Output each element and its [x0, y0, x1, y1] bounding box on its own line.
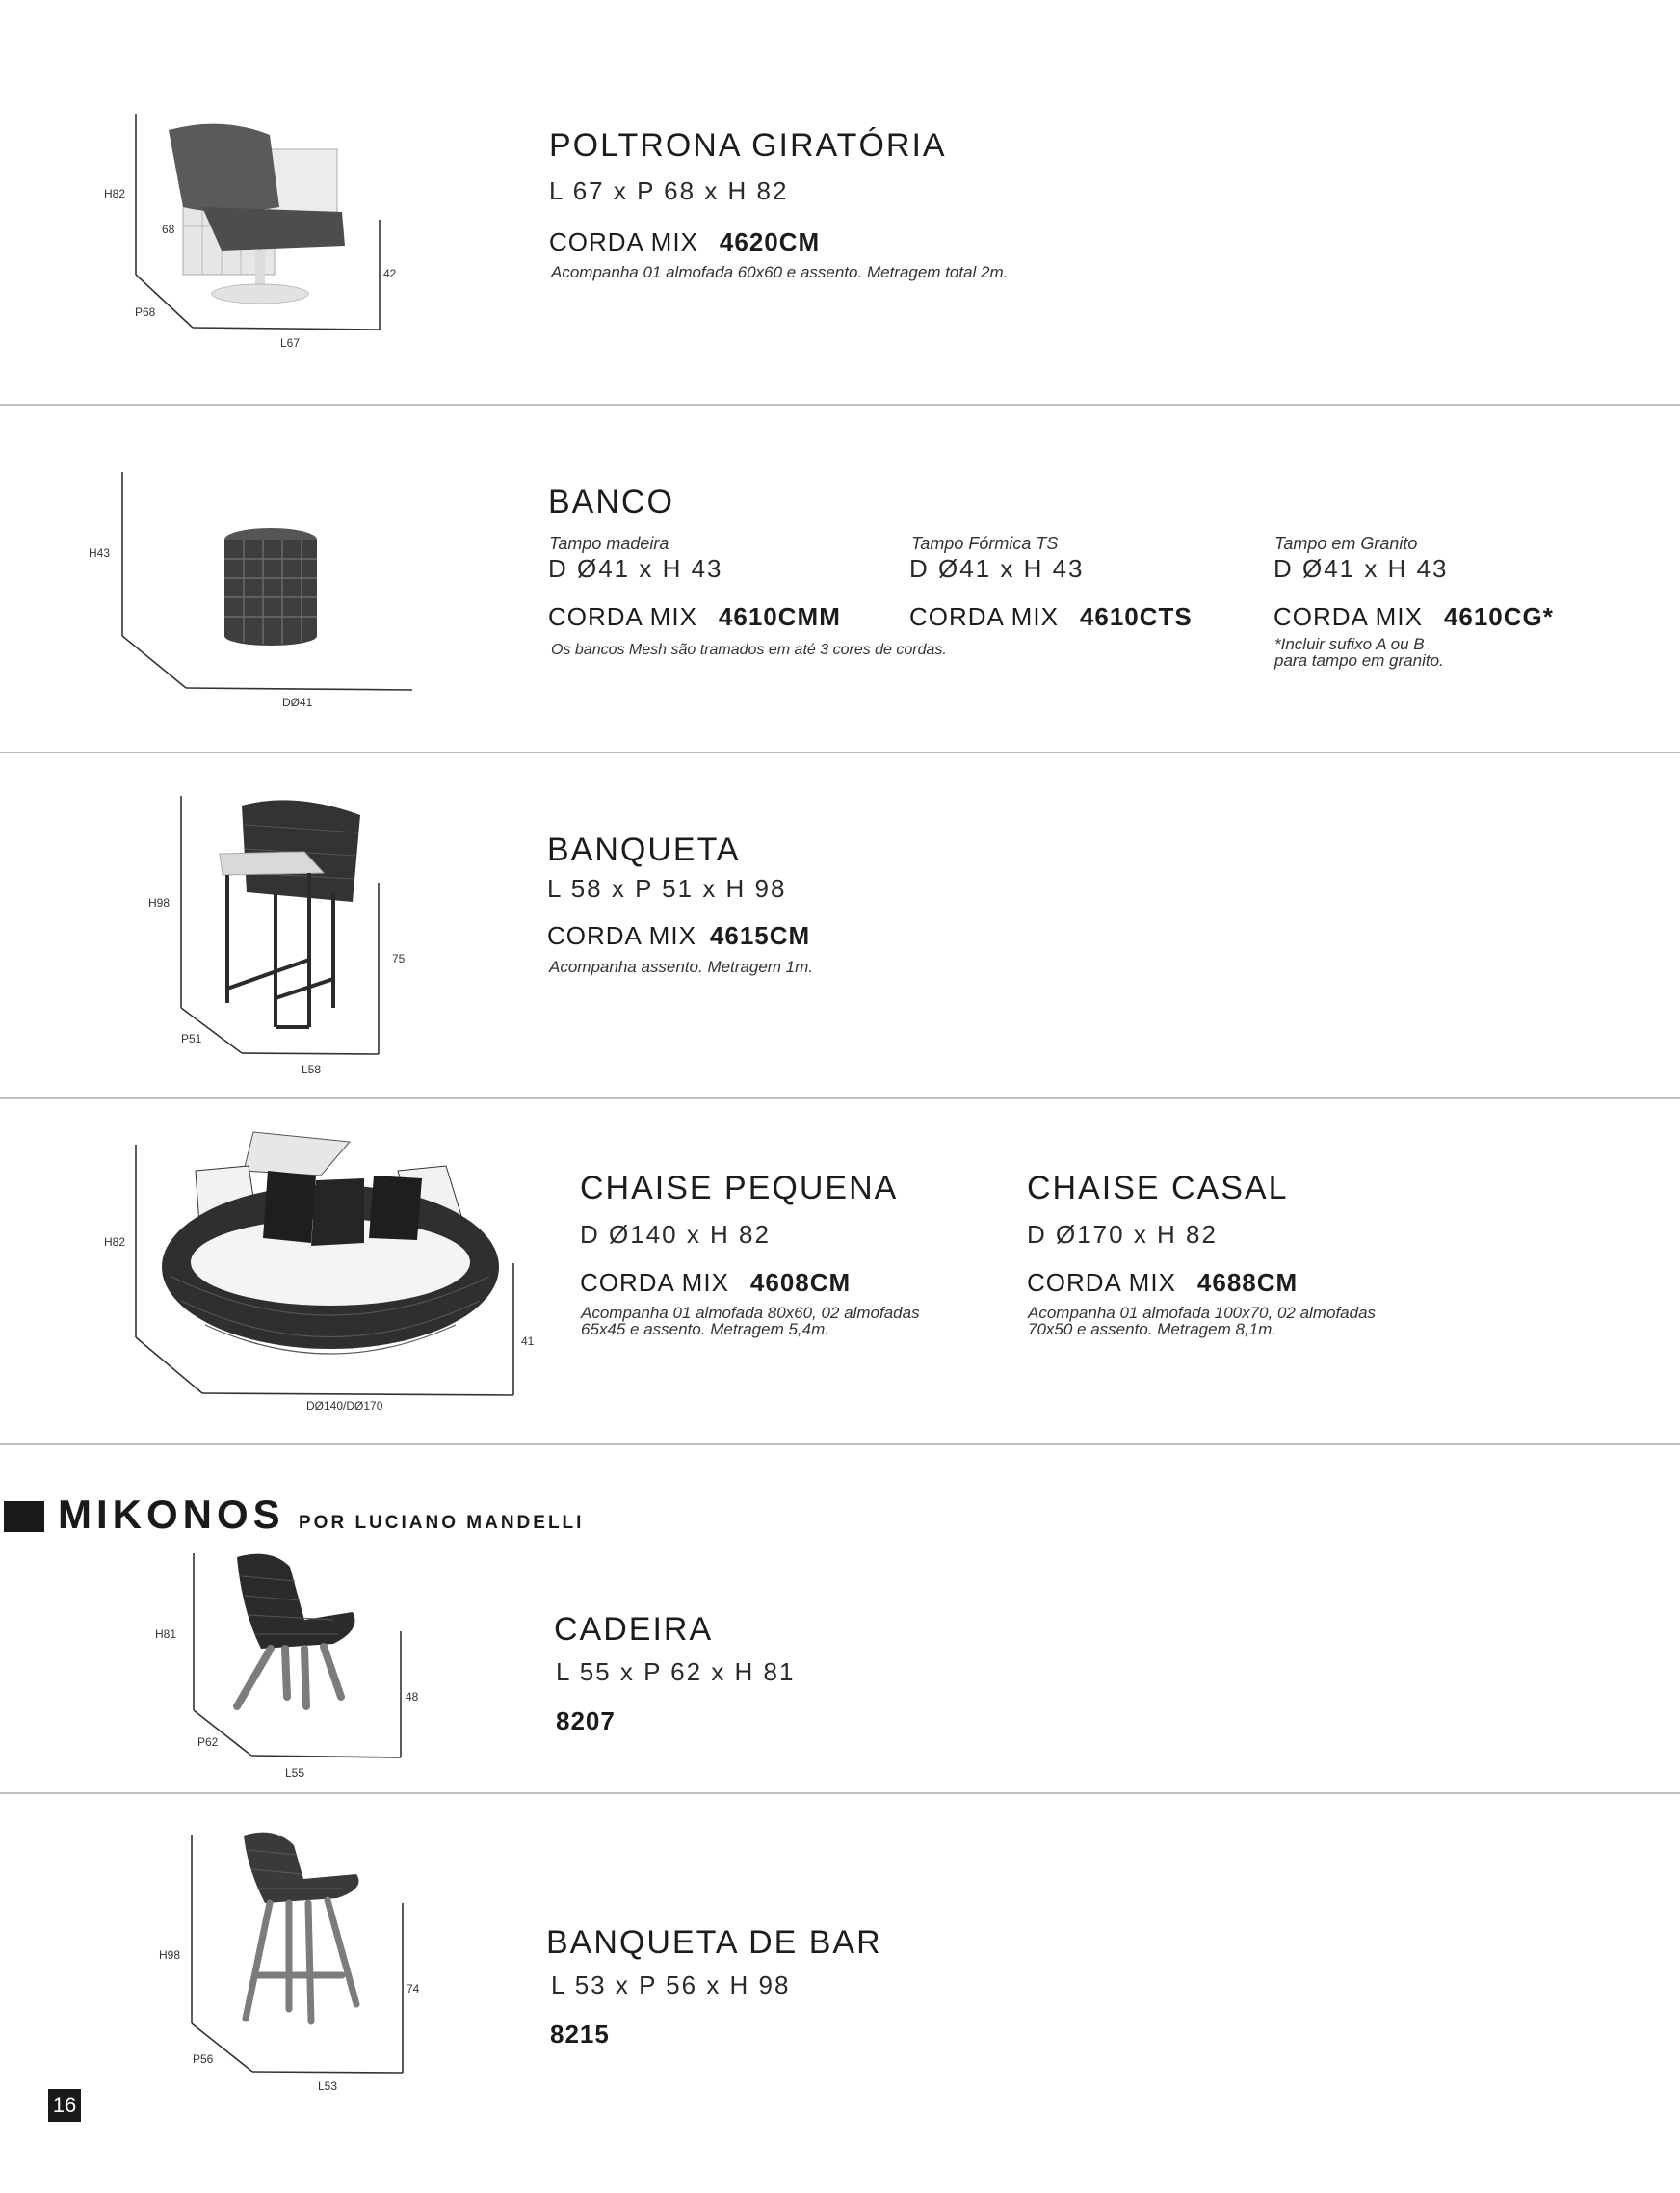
- product-code-row: [580, 1268, 851, 1298]
- dim-width-label: L58: [302, 1063, 322, 1076]
- product-code: 8215: [550, 2020, 610, 2048]
- variant-dimensions: D Ø41 x H 43: [548, 554, 723, 583]
- dim-width-label: L55: [285, 1766, 305, 1780]
- variant-code: 4610CG*: [1443, 602, 1554, 631]
- dim-height-label: H98: [148, 896, 171, 910]
- dim-height-label: H98: [159, 1948, 181, 1962]
- corda-label: CORDA MIX: [909, 602, 1059, 631]
- dim-arm-label: 42: [383, 267, 397, 280]
- product-note: Acompanha assento. Metragem 1m.: [549, 958, 814, 976]
- product-note: Acompanha 01 almofada 60x60 e assento. Metragem total 2m.: [551, 263, 1009, 281]
- product-dimensions: L 58 x P 51 x H 98: [547, 874, 787, 903]
- product-dimensions: D Ø140 x H 82: [580, 1220, 771, 1249]
- corda-label: CORDA MIX: [580, 1268, 729, 1297]
- dim-diameter-label: DØ140/DØ170: [306, 1399, 383, 1413]
- product-note-line-2: 70x50 e assento. Metragem 8,1m.: [1028, 1320, 1276, 1338]
- product-code: 4620CM: [719, 227, 821, 256]
- dim-depth-label: P68: [135, 305, 156, 319]
- product-code: 4688CM: [1196, 1268, 1299, 1297]
- product-note-line-1: Acompanha 01 almofada 100x70, 02 almofadas: [1028, 1304, 1377, 1322]
- brand-name: MIKONOS: [58, 1492, 285, 1537]
- variant-code-row: [1273, 602, 1554, 632]
- dim-seat-label: 75: [392, 952, 406, 965]
- dim-seat-label: 74: [407, 1982, 420, 1995]
- dim-width-label: L53: [318, 2079, 338, 2093]
- dim-depth-label: P62: [197, 1735, 219, 1749]
- variant-subtitle: Tampo em Granito: [1274, 534, 1418, 553]
- product-dimensions: L 67 x P 68 x H 82: [549, 176, 789, 205]
- variant-code: 4610CTS: [1079, 602, 1193, 631]
- product-title: BANQUETA: [547, 832, 741, 868]
- dim-diameter-label: DØ41: [282, 696, 313, 709]
- granito-note-line-1: *Incluir sufixo A ou B: [1274, 635, 1425, 653]
- variant-dimensions: D Ø41 x H 43: [1273, 554, 1449, 583]
- dim-height-label: H82: [104, 187, 126, 200]
- product-code: 8207: [556, 1706, 616, 1735]
- variant-code: 4610CMM: [718, 602, 841, 631]
- product-note: Os bancos Mesh são tramados em até 3 cores de cordas.: [551, 642, 947, 658]
- product-title: POLTRONA GIRATÓRIA: [549, 127, 947, 164]
- product-code: 4608CM: [749, 1268, 852, 1297]
- corda-label: CORDA MIX: [548, 602, 697, 631]
- variant-code-row: [548, 602, 841, 632]
- corda-label: CORDA MIX: [549, 227, 698, 256]
- granito-note-line-2: para tampo em granito.: [1274, 651, 1444, 670]
- product-code-row: [547, 921, 810, 951]
- corda-label: CORDA MIX: [1027, 1268, 1176, 1297]
- dim-height-label: H43: [89, 546, 111, 560]
- product-dimensions: L 53 x P 56 x H 98: [551, 1970, 791, 1999]
- product-title: BANCO: [548, 484, 674, 520]
- banqueta-bar-image: [236, 1831, 366, 2023]
- dim-depth-label: P51: [181, 1032, 202, 1045]
- dim-height-label: H82: [104, 1235, 126, 1249]
- product-title: CADEIRA: [554, 1611, 714, 1648]
- product-title: BANQUETA DE BAR: [546, 1924, 882, 1961]
- dim-height-label: H81: [155, 1627, 177, 1641]
- dim-seat-label: 41: [521, 1334, 535, 1348]
- variant-dimensions: D Ø41 x H 43: [909, 554, 1085, 583]
- variant-subtitle: Tampo madeira: [549, 534, 669, 553]
- dim-width-label: L67: [280, 336, 301, 350]
- product-title: CHAISE CASAL: [1027, 1170, 1289, 1206]
- product-dimensions: L 55 x P 62 x H 81: [556, 1657, 796, 1686]
- product-note-line-2: 65x45 e assento. Metragem 5,4m.: [581, 1320, 829, 1338]
- dim-depth-label: P56: [193, 2052, 214, 2066]
- variant-subtitle: Tampo Fórmica TS: [911, 534, 1059, 553]
- dim-seat-label: 68: [162, 223, 175, 236]
- product-code: 4615CM: [709, 921, 811, 950]
- product-dimensions: D Ø170 x H 82: [1027, 1220, 1218, 1249]
- corda-label: CORDA MIX: [1273, 602, 1423, 631]
- variant-code-row: [909, 602, 1193, 632]
- product-code-row: [1027, 1268, 1298, 1298]
- brand-designer: POR LUCIANO MANDELLI: [299, 1513, 585, 1533]
- banqueta-bar-dimension-diagram: [0, 0, 414, 2091]
- product-note-line-1: Acompanha 01 almofada 80x60, 02 almofadas: [581, 1304, 920, 1322]
- dim-seat-label: 48: [406, 1690, 419, 1704]
- product-title: CHAISE PEQUENA: [580, 1170, 899, 1206]
- page-number: 16: [48, 2089, 81, 2122]
- product-code-row: [549, 227, 820, 257]
- corda-label: CORDA MIX: [547, 921, 696, 950]
